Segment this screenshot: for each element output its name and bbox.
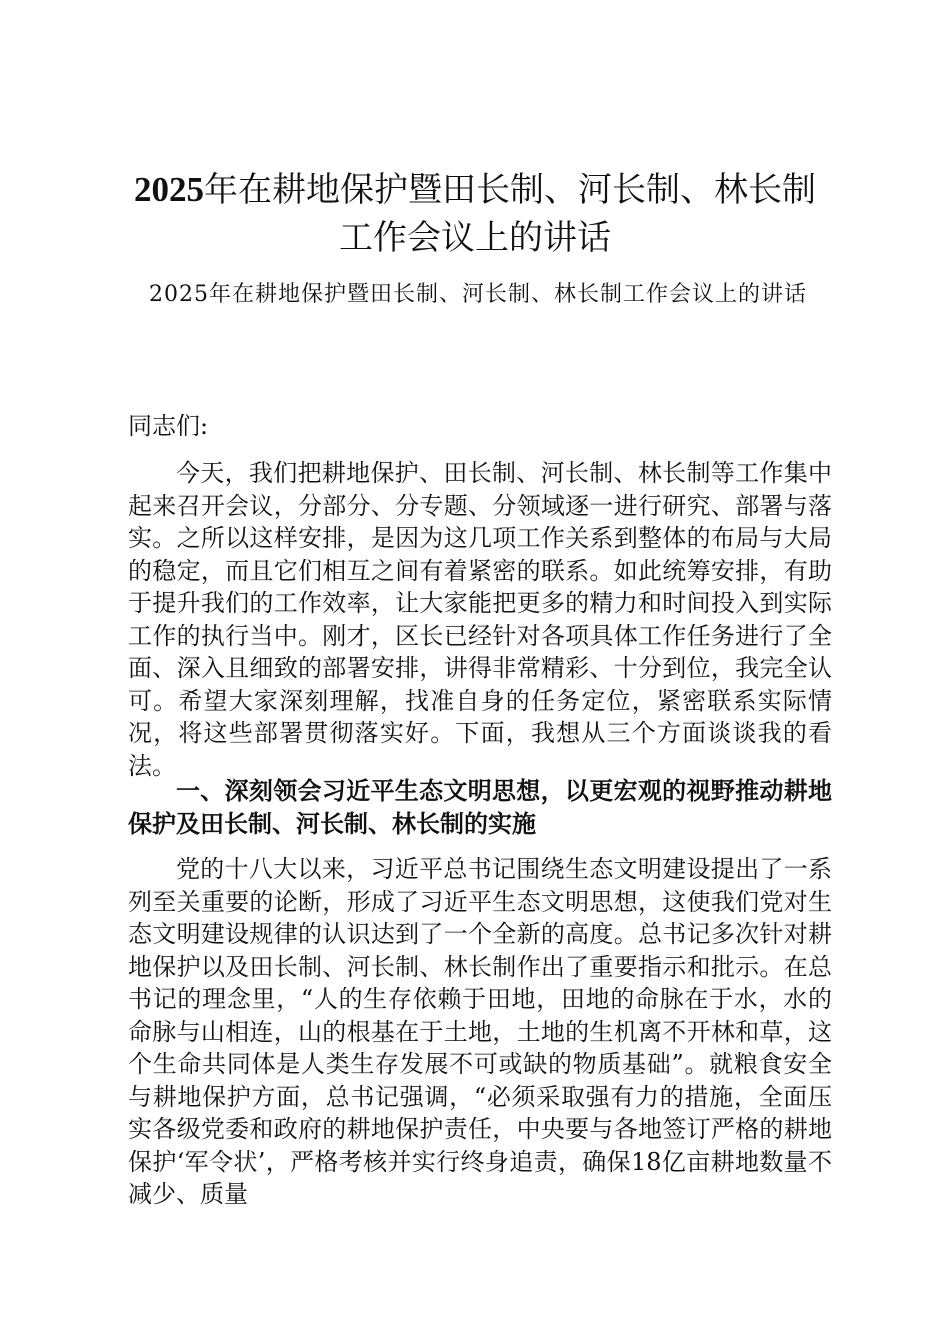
title-year: 2025	[134, 170, 204, 209]
document-title	[120, 166, 830, 262]
title-text: 年在耕地保护暨田长制、河长制、林长制工作会议上的讲话	[204, 170, 816, 258]
section-heading-1: 一、深刻领会习近平生态文明思想，以更宏观的视野推动耕地保护及田长制、河长制、林长制的实施	[128, 776, 832, 838]
document-subtitle: 2025年在耕地保护暨田长制、河长制、林长制工作会议上的讲话	[149, 282, 807, 307]
paragraph-section-1: 党的十八大以来，习近平总书记围绕生态文明建设提出了一系列至关重要的论断，形成了习近平生态文明思想，这使我们党对生态文明建设规律的认识达到了一个全新的高度。总书记多次针对耕地保护以及田长制、河长制、林长制作出了重要指示和批示。在总书记的理念里，“人的生存依赖于田地，田地的命脉在于水，水的命脉与山相连，山的根基在于土地，土地的生机离不开林和草，这个生命共同体是人类生存发展不可或缺的物质基础”。就粮食安全与耕地保护方面，总书记强调，“必须采取强有力的措施，全面压实各级党委和政府的耕地保护责任，中央要与各地签订严格的耕地保护‘军令状’，严格考核并实行终身追责，确保18亿亩耕地数量不减少、质量	[128, 855, 832, 1208]
paragraph-intro: 今天，我们把耕地保护、田长制、河长制、林长制等工作集中起来召开会议，分部分、分专题、分领域逐一进行研究、部署与落实。之所以这样安排，是因为这几项工作关系到整体的布局与大局的稳定，而且它们相互之间有着紧密的联系。如此统筹安排，有助于提升我们的工作效率，让大家能把更多的精力和时间投入到实际工作的执行当中。刚才，区长已经针对各项具体工作任务进行了全面、深入且细致的部署安排，讲得非常精彩、十分到位，我完全认可。希望大家深刻理解，找准自身的任务定位，紧密联系实际情况，将这些部署贯彻落实好。下面，我想从三个方面谈谈我的看法。	[128, 459, 832, 780]
greeting: 同志们:	[128, 412, 209, 440]
